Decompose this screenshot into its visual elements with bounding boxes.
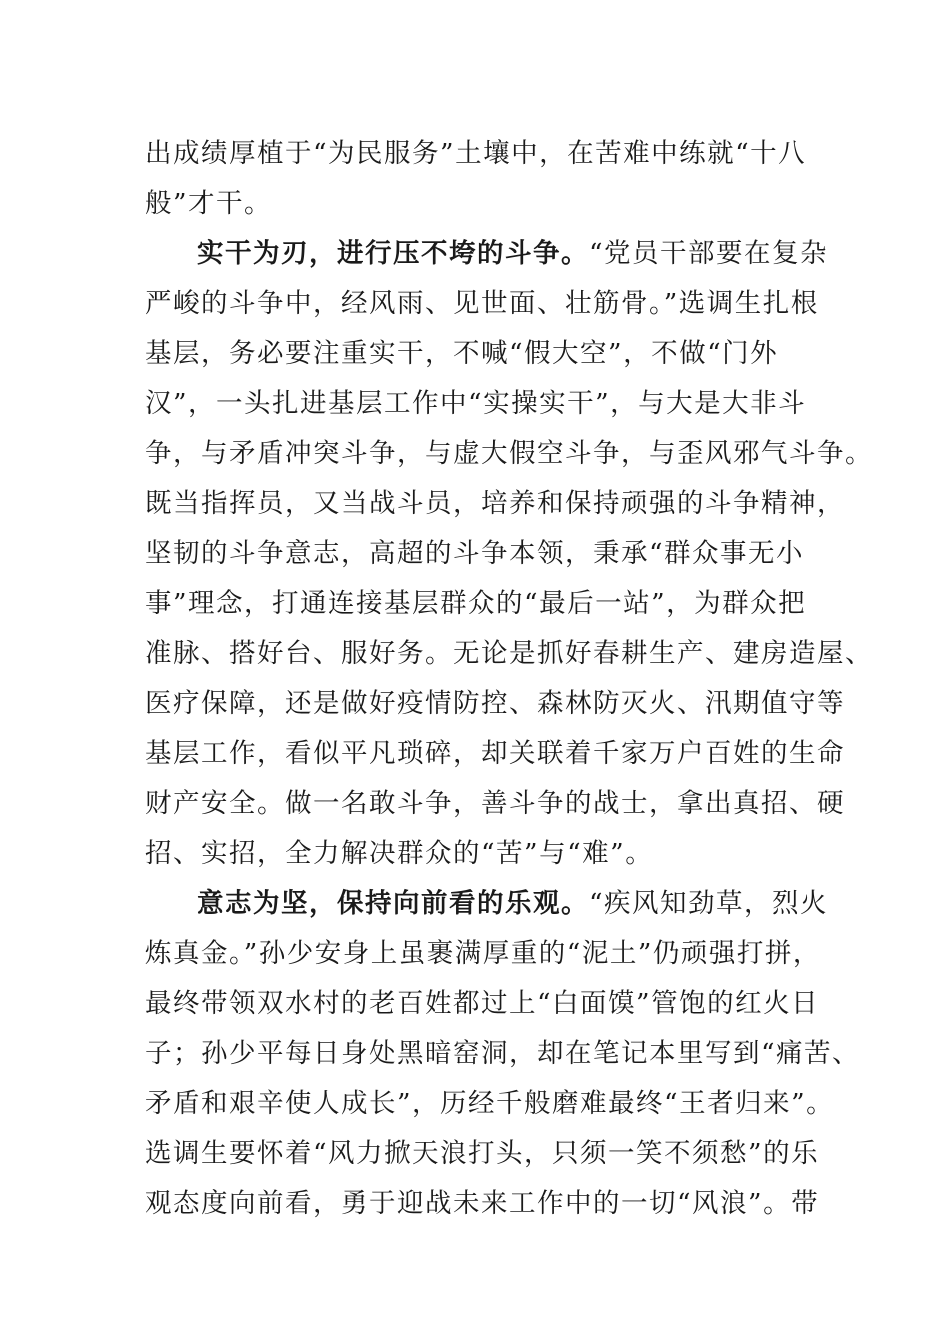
section-heading: 意志为坚，保持向前看的乐观。 bbox=[197, 888, 589, 919]
body-line: 子；孙少平每日身处黑暗窑洞，却在笔记本里写到“痛苦、 bbox=[145, 1038, 861, 1069]
body-text: “党员干部要在复杂 bbox=[589, 238, 829, 269]
paragraph-start bbox=[197, 237, 828, 271]
body-line: 财产安全。做一名敢斗争，善斗争的战士，拿出真招、硬 bbox=[145, 788, 845, 819]
body-line: 般”才干。 bbox=[145, 188, 273, 219]
body-line: 医疗保障，还是做好疫情防控、森林防灭火、汛期值守等 bbox=[145, 688, 845, 719]
body-line: 严峻的斗争中，经风雨、见世面、壮筋骨。”选调生扎根 bbox=[145, 288, 819, 319]
body-line: 坚韧的斗争意志，高超的斗争本领，秉承“群众事无小 bbox=[145, 538, 805, 569]
body-line: 准脉、搭好台、服好务。无论是抓好春耕生产、建房造屋、 bbox=[145, 638, 873, 669]
body-line: 汉”，一头扎进基层工作中“实操实干”，与大是大非斗 bbox=[145, 388, 807, 419]
body-line: 争，与矛盾冲突斗争，与虚大假空斗争，与歪风邪气斗争。 bbox=[145, 438, 873, 469]
body-line: 基层工作，看似平凡琐碎，却关联着千家万户百姓的生命 bbox=[145, 738, 845, 769]
section-heading: 实干为刃，进行压不垮的斗争。 bbox=[197, 238, 589, 269]
paragraph-start bbox=[197, 887, 828, 921]
body-line: 招、实招，全力解决群众的“苦”与“难”。 bbox=[145, 838, 654, 869]
body-line: 基层，务必要注重实干，不喊“假大空”，不做“门外 bbox=[145, 338, 779, 369]
body-line: 最终带领双水村的老百姓都过上“白面馍”管饱的红火日 bbox=[145, 988, 820, 1019]
body-line: 炼真金。”孙少安身上虽裹满厚重的“泥土”仍顽强打拼， bbox=[145, 938, 821, 969]
body-text: “疾风知劲草，烈火 bbox=[589, 888, 829, 919]
body-line: 选调生要怀着“风力掀天浪打头，只须一笑不须愁”的乐 bbox=[145, 1138, 820, 1169]
body-line: 矛盾和艰辛使人成长”，历经千般磨难最终“王者归来”。 bbox=[145, 1088, 835, 1119]
body-line: 观态度向前看，勇于迎战未来工作中的一切“风浪”。带 bbox=[145, 1188, 820, 1219]
body-line: 既当指挥员，又当战斗员，培养和保持顽强的斗争精神， bbox=[145, 488, 845, 519]
body-line: 出成绩厚植于“为民服务”土壤中，在苦难中练就“十八 bbox=[145, 138, 807, 169]
body-line: 事”理念，打通连接基层群众的“最后一站”，为群众把 bbox=[145, 588, 807, 619]
